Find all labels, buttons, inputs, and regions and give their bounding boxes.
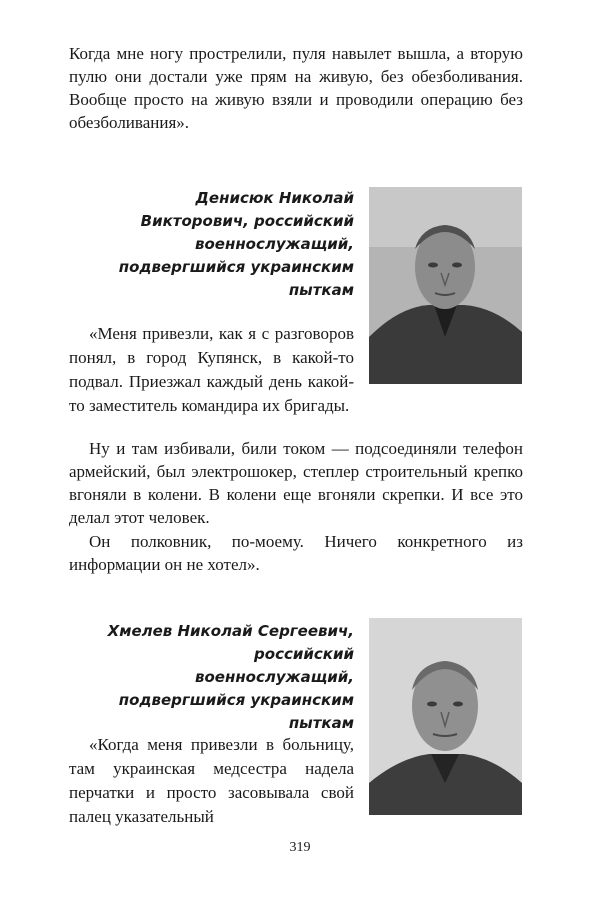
section1-paragraph-3: Он полковник, по-моему. Ничего конкретного из информации он не хотел». bbox=[69, 532, 523, 574]
section2-heading: Хмелев Николай Сергеевич, российский военнослужащий, подвергшийся украинским пыткам bbox=[107, 622, 354, 732]
portrait-photo-icon bbox=[369, 618, 522, 815]
section1-heading: Денисюк Николай Викторович, российский военнослужащий, подвергшийся украинским пыткам bbox=[118, 189, 354, 299]
section1-quote: «Меня привезли, как я с разговоров понял, в город Купянск, в какой-то подвал. Приезжал каждый день какой-то заместитель командира их бригады. bbox=[69, 324, 354, 415]
portrait-photo-icon bbox=[369, 187, 522, 384]
intro-paragraph: Когда мне ногу прострелили, пуля навылет вышла, а вторую пулю они достали уже прям на живую, без обезболивания. Вообще просто на живую взяли и проводили операцию без обезболивания». bbox=[69, 44, 523, 132]
page-number: 319 bbox=[289, 840, 311, 855]
section1-paragraph-2: Ну и там избивали, били током — подсоединяли телефон армейский, был электрошокер, степлер строительный крепко вгоняли в колени. В колени еще вгоняли скрепки. И все это делал этот человек. bbox=[69, 439, 523, 527]
section2-quote: «Когда меня привезли в больницу, там украинская медсестра надела перчатки и просто засовывала свой палец указательный bbox=[69, 735, 354, 826]
